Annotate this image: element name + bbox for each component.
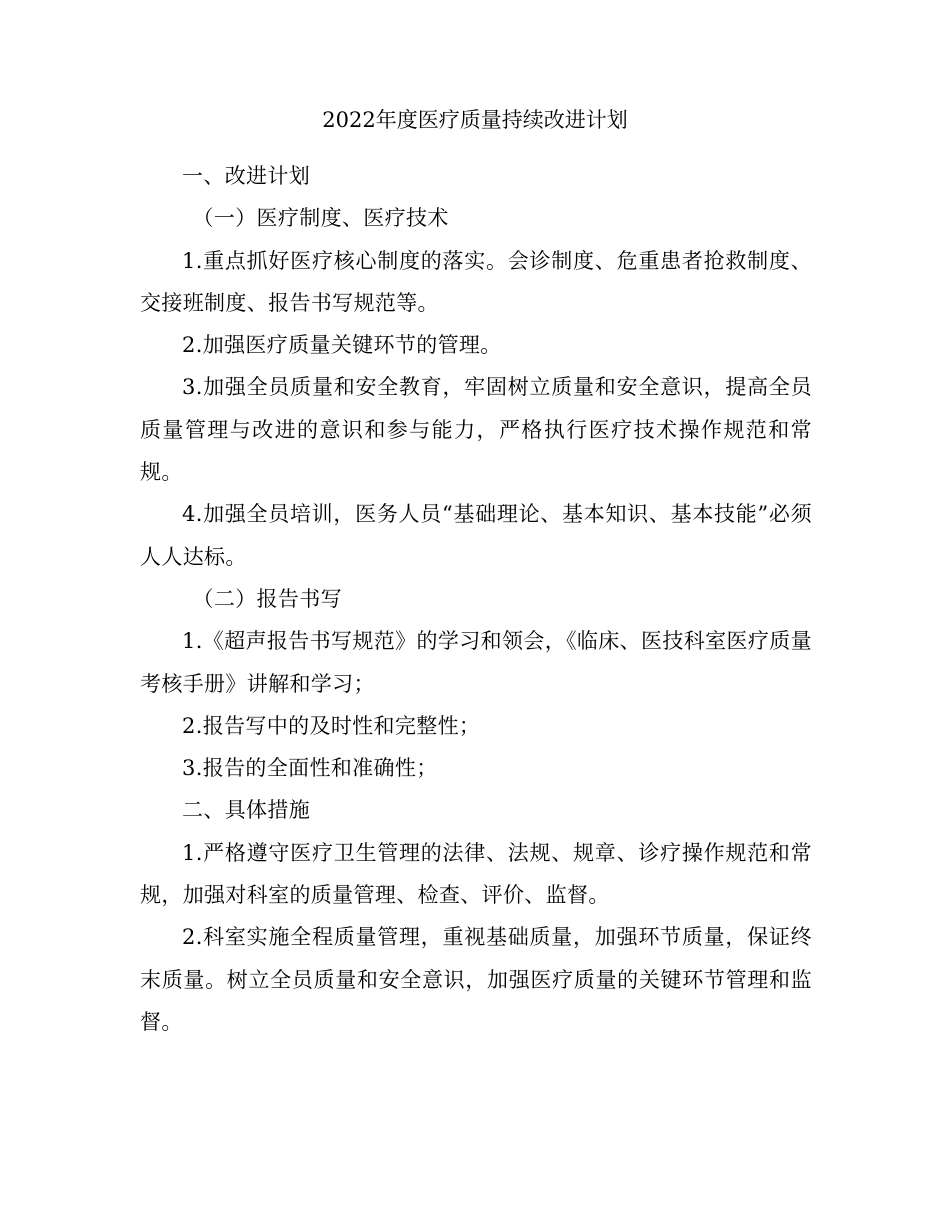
paragraph-item: 3.加强全员质量和安全教育，牢固树立质量和安全意识，提高全员质量管理与改进的意识和参与能力，严格执行医疗技术操作规范和常规。 xyxy=(140,375,812,485)
paragraph-item: 2.加强医疗质量关键环节的管理。 xyxy=(182,333,502,358)
document-body xyxy=(140,155,812,1043)
paragraph-item: 4.加强全员培训，医务人员“基础理论、基本知识、基本技能”必须人人达标。 xyxy=(140,502,812,569)
paragraph-item: 3.报告的全面性和准确性； xyxy=(182,756,438,781)
subsection-heading-medical-system: （一）医疗制度、医疗技术 xyxy=(192,206,449,231)
document-title: 2022年度医疗质量持续改进计划 xyxy=(322,108,628,132)
paragraph-item: 2.报告写中的及时性和完整性； xyxy=(182,713,481,738)
paragraph-item: 1.《超声报告书写规范》的学习和领会，《临床、医技科室医疗质量考核手册》讲解和学习； xyxy=(140,629,812,696)
paragraph-item: 1.重点抓好医疗核心制度的落实。会诊制度、危重患者抢救制度、交接班制度、报告书写规范等。 xyxy=(140,248,812,315)
section-heading-improvement-plan: 一、改进计划 xyxy=(182,164,311,188)
paragraph-item: 2.科室实施全程质量管理，重视基础质量，加强环节质量，保证终末质量。树立全员质量和安全意识，加强医疗质量的关键环节管理和监督。 xyxy=(140,925,812,1034)
paragraph-item: 1.严格遵守医疗卫生管理的法律、法规、规章、诊疗操作规范和常规，加强对科室的质量管理、检查、评价、监督。 xyxy=(140,840,812,908)
section-heading-specific-measures: 二、具体措施 xyxy=(182,798,311,823)
subsection-heading-report-writing: （二）报告书写 xyxy=(192,586,342,611)
